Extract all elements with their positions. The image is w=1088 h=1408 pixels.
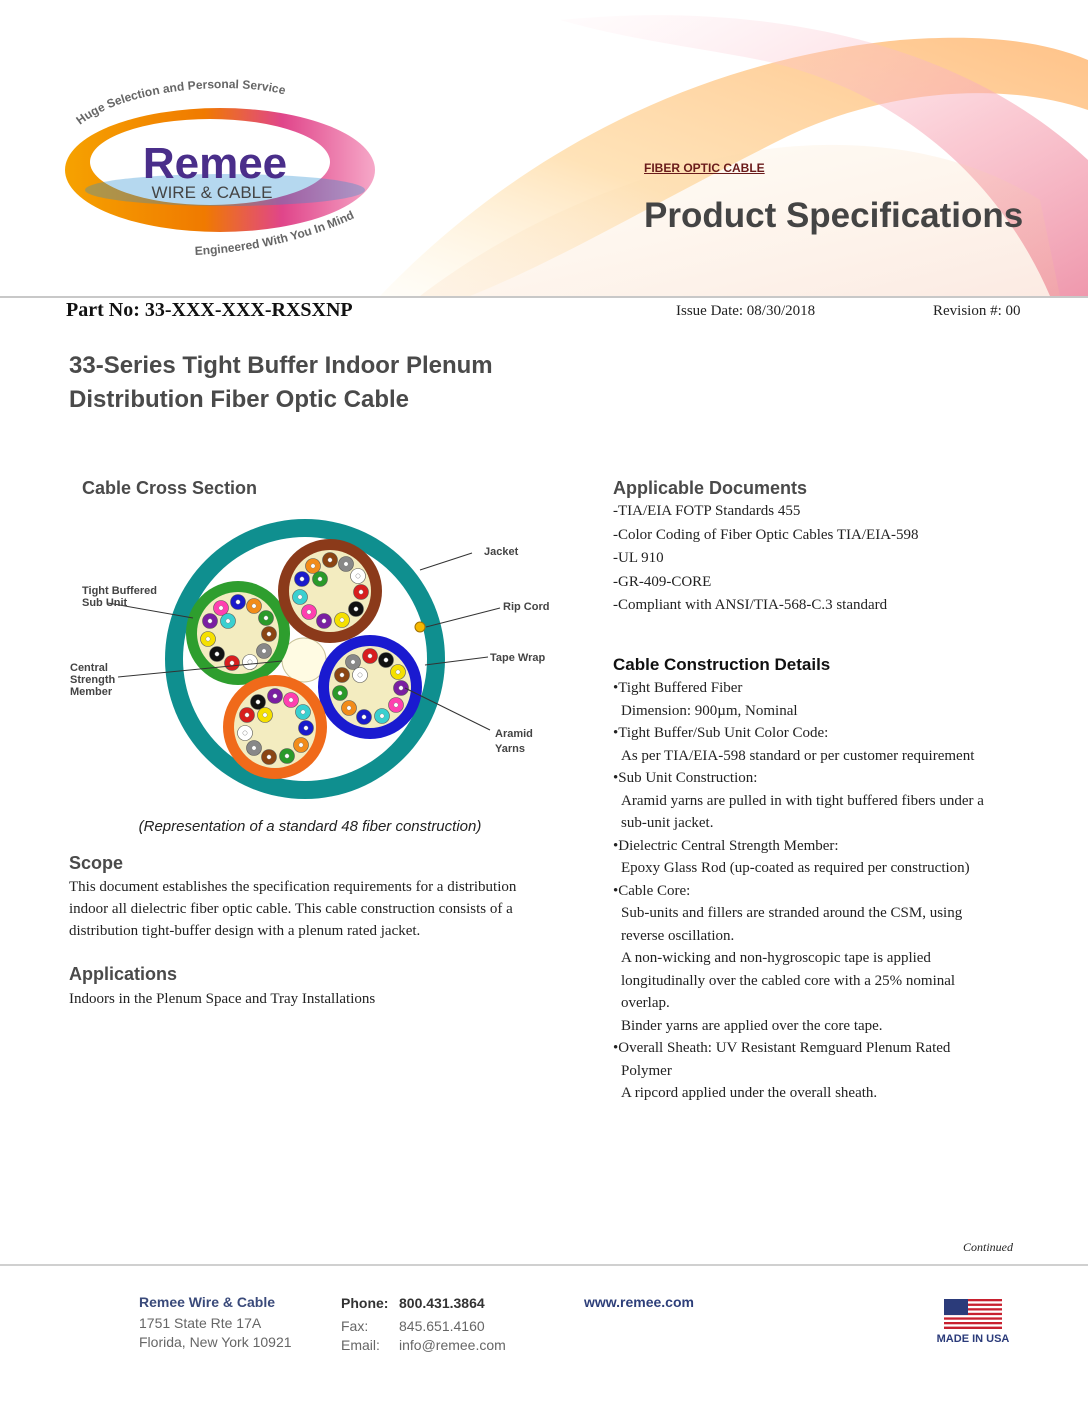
construction-details-list (613, 677, 984, 1105)
fiber-core (354, 607, 358, 611)
detail-bullet: •Dielectric Central Strength Member: (613, 837, 839, 854)
cross-section-heading: Cable Cross Section (82, 478, 258, 498)
applicable-documents-list (613, 500, 919, 618)
detail-line: A ripcord applied under the overall sheath. (621, 1085, 878, 1101)
fiber-core (236, 600, 240, 604)
fiber-core (208, 619, 212, 623)
detail-bullet: •Tight Buffer/Sub Unit Color Code: (613, 725, 829, 741)
applications-heading: Applications (69, 964, 178, 984)
footer-company-block (139, 1294, 292, 1352)
label-tight-buffered-2: Sub Unit (82, 597, 128, 609)
continued-note: Continued (963, 1240, 1013, 1254)
fiber-core (219, 606, 223, 610)
fiber-core (368, 654, 372, 658)
detail-line: Aramid yarns are pulled in with tight buffered fibers under a (621, 792, 984, 809)
fiber-core (273, 694, 277, 698)
detail-bullet: •Tight Buffered Fiber (613, 680, 743, 696)
fiber-core (267, 755, 271, 759)
detail-line: Polymer (621, 1062, 672, 1079)
fiber-core (338, 691, 342, 695)
fiber-core (252, 604, 256, 608)
fiber-core (263, 713, 267, 717)
revision-number: Revision #: 00 (933, 303, 1021, 319)
fiber-core (256, 700, 260, 704)
footer-address-line-2: Florida, New York 10921 (139, 1334, 292, 1350)
fiber-core (262, 649, 266, 653)
fiber-core (344, 562, 348, 566)
rip-cord (415, 622, 425, 632)
fiber-core (347, 706, 351, 710)
fiber-core (307, 610, 311, 614)
detail-line: reverse oscillation. (621, 927, 735, 944)
footer-fax: 845.651.4160 (399, 1318, 485, 1334)
fiber-core (300, 577, 304, 581)
logo-tagline-top: Huge Selection and Personal Service (73, 77, 288, 128)
label-jacket: Jacket (484, 546, 519, 558)
fiber-core (322, 619, 326, 623)
detail-bullet: •Sub Unit Construction: (613, 770, 758, 786)
fiber-core (299, 743, 303, 747)
list-item: -Compliant with ANSI/TIA-568-C.3 standard (613, 597, 888, 613)
fiber-core (206, 637, 210, 641)
label-aramid-2: Yarns (495, 743, 525, 755)
fiber-core (356, 574, 360, 578)
detail-line: As per TIA/EIA-598 standard or per customer requirement (621, 747, 975, 764)
scope-line: indoor all dielectric fiber optic cable. This cable construction consists of a (69, 901, 513, 917)
label-tight-buffered-1: Tight Buffered (82, 585, 157, 597)
fiber-core (340, 618, 344, 622)
logo-subtitle: WIRE & CABLE (151, 183, 273, 202)
footer-phone-label: Phone: (341, 1295, 389, 1311)
fiber-core (226, 619, 230, 623)
detail-line: Dimension: 900µm, Nominal (621, 702, 798, 719)
footer-fax-label: Fax: (341, 1318, 369, 1334)
detail-line: Epoxy Glass Rod (up-coated as required per construction) (621, 860, 970, 876)
footer-website-link[interactable]: www.remee.com (584, 1294, 694, 1310)
detail-bullet: •Cable Core: (613, 882, 691, 899)
fiber-core (252, 746, 256, 750)
fiber-core (285, 754, 289, 758)
page-title: Product Specifications (644, 196, 1024, 235)
detail-line: longitudinally over the cabled core with a 25% nominal (621, 972, 956, 989)
fiber-core (340, 673, 344, 677)
header-divider (0, 296, 1088, 298)
list-item: -Color Coding of Fiber Optic Cables TIA/EIA-598 (613, 526, 919, 543)
fiber-core (245, 713, 249, 717)
document-title-line-2: Distribution Fiber Optic Cable (69, 386, 410, 413)
fiber-core (298, 595, 302, 599)
label-tape-wrap: Tape Wrap (490, 652, 546, 664)
label-rip-cord: Rip Cord (503, 601, 550, 613)
fiber-core (396, 670, 400, 674)
logo-brand: Remee (142, 139, 288, 188)
fiber-core (264, 616, 268, 620)
footer-email-link[interactable]: info@remee.com (399, 1337, 506, 1353)
fiber-core (311, 564, 315, 568)
fiber-core (304, 726, 308, 730)
scope-line: This document establishes the specification requirements for a distribution (69, 879, 517, 895)
applicable-documents-heading: Applicable Documents (613, 478, 808, 498)
fiber-core (362, 715, 366, 719)
fiber-core (328, 558, 332, 562)
fiber-core (318, 577, 322, 581)
us-flag-icon (936, 1299, 1010, 1345)
label-csm-1: Central (70, 662, 108, 674)
detail-bullet: •Overall Sheath: UV Resistant Remguard Plenum Rated (613, 1040, 951, 1056)
label-csm-2: Strength (70, 674, 116, 686)
label-aramid-1: Aramid (495, 728, 533, 740)
footer-phone[interactable]: 800.431.3864 (399, 1295, 485, 1311)
footer-company-name: Remee Wire & Cable (139, 1294, 276, 1310)
made-in-usa-label: MADE IN USA (936, 1333, 1010, 1345)
fiber-core (380, 714, 384, 718)
issue-date: Issue Date: 08/30/2018 (676, 303, 816, 319)
fiber-core (301, 710, 305, 714)
fiber-core (267, 632, 271, 636)
fiber-core (351, 660, 355, 664)
detail-line: Sub-units and fillers are stranded around the CSM, using (621, 905, 963, 921)
footer-address-line-1: 1751 State Rte 17A (139, 1315, 262, 1331)
scope-line: distribution tight-buffer design with a plenum rated jacket. (69, 923, 421, 939)
category-label: FIBER OPTIC CABLE (644, 161, 765, 175)
footer-email-label: Email: (341, 1337, 380, 1353)
diagram-caption: (Representation of a standard 48 fiber construction) (138, 818, 482, 835)
part-number: Part No: 33-XXX-XXX-RXSXNP (66, 299, 353, 321)
remee-logo (60, 70, 400, 270)
list-item: -UL 910 (613, 550, 664, 566)
fiber-core (289, 698, 293, 702)
applications-body: Indoors in the Plenum Space and Tray Installations (69, 991, 376, 1007)
document-title (69, 349, 493, 417)
scope-body (69, 876, 569, 942)
label-csm-3: Member (70, 686, 113, 698)
scope-heading: Scope (69, 853, 124, 873)
construction-heading: Cable Construction Details (613, 655, 831, 674)
list-item: -GR-409-CORE (613, 573, 712, 590)
fiber-core (243, 731, 247, 735)
fiber-core (215, 652, 219, 656)
logo-tagline-bottom: Engineered With You In Mind (194, 207, 357, 259)
detail-line: overlap. (621, 995, 670, 1011)
list-item: -TIA/EIA FOTP Standards 455 (613, 503, 801, 519)
fiber-core (230, 661, 234, 665)
cable-cross-section-diagram (60, 505, 560, 815)
fiber-core (394, 703, 398, 707)
detail-line: sub-unit jacket. (621, 815, 714, 831)
fiber-core (358, 673, 362, 677)
footer-contact-block (341, 1294, 506, 1355)
detail-line: Binder yarns are applied over the core tape. (621, 1017, 883, 1034)
fiber-core (399, 686, 403, 690)
fiber-core (359, 590, 363, 594)
document-title-line-1: 33-Series Tight Buffer Indoor Plenum (69, 352, 493, 379)
detail-line: A non-wicking and non-hygroscopic tape is applied (621, 950, 931, 966)
footer-divider (0, 1264, 1088, 1266)
fiber-core (384, 658, 388, 662)
